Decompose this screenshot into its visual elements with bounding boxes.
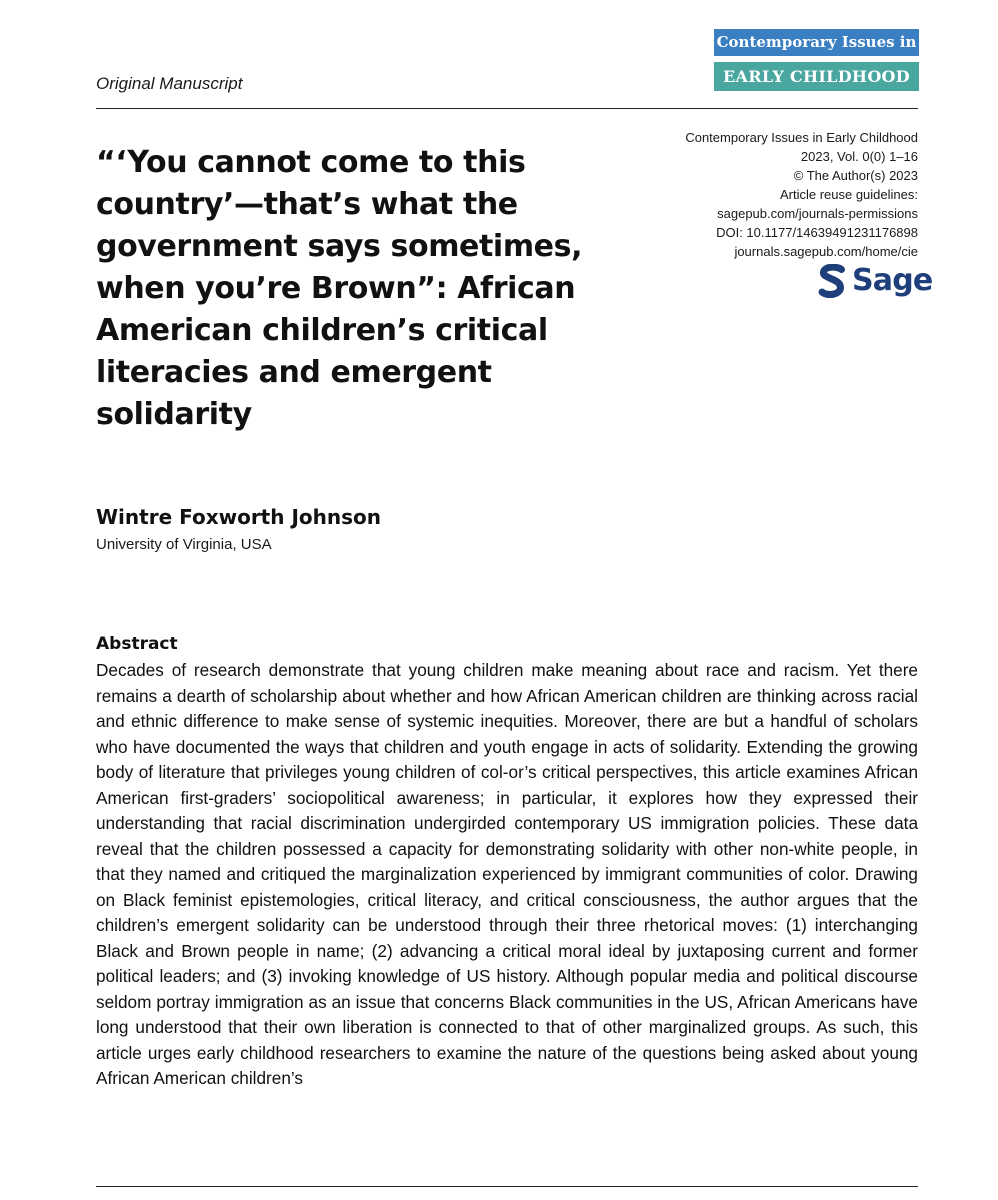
article-title: “‘You cannot come to this country’—that’s what the government says sometimes, when you’re Brown”: African American children’s critical literacies and emergent solidarity <box>96 145 583 432</box>
abstract-heading: Abstract <box>96 634 178 654</box>
manuscript-type-label: Original Manuscript <box>96 74 243 93</box>
journal-badge <box>714 29 919 91</box>
meta-reuse-label: Article reuse guidelines: <box>779 187 918 202</box>
meta-journal-link[interactable]: journals.sagepub.com/home/cie <box>734 244 918 259</box>
sage-s-icon <box>818 264 846 298</box>
author-name: Wintre Foxworth Johnson <box>96 505 381 529</box>
sage-wordmark: Sage <box>852 263 933 298</box>
header-divider <box>96 108 918 109</box>
abstract-body: Decades of research demonstrate that young children make meaning about race and racism. Yet there remains a dearth of scholarship about whether and how African American children are thinking across racial and ethnic difference to make sense of systemic inequities. Moreover, there are but a handful of scholars who have documented the ways that children and youth engage in acts of solidarity. Extending the growing body of literature that privileges young children of col-or’s critical perspectives, this article examines African American first-graders’ sociopolitical awareness; in particular, it explores how they expressed their understanding that racial discrimination undergirded contemporary US immigration policies. These data reveal that the children possessed a capacity for demonstrating solidarity with other non-white people, in that they named and critiqued the marginalization experienced by immigrant communities of color. Drawing on Black feminist epistemologies, critical literacy, and critical consciousness, the author argues that the children’s emergent solidarity can be understood through their three rhetorical moves: (1) interchanging Black and Brown people in name; (2) advancing a critical moral ideal by juxtaposing current and former political leaders; and (3) invoking knowledge of US history. Although popular media and political discourse seldom portray immigration as an issue that concerns Black communities in the US, African Americans have long understood that their own liberation is connected to that of other marginalized groups. As such, this article urges early childhood researchers to examine the nature of the questions being asked about young African American children’s <box>96 660 918 1088</box>
footer-divider <box>96 1186 918 1187</box>
meta-copyright: © The Author(s) 2023 <box>793 168 918 183</box>
journal-badge-line1: Contemporary Issues in <box>714 29 919 56</box>
meta-doi[interactable]: DOI: 10.1177/14639491231176898 <box>716 225 918 240</box>
journal-badge-line2: EARLY CHILDHOOD <box>714 62 919 91</box>
author-affiliation: University of Virginia, USA <box>96 536 272 553</box>
meta-journal-name: Contemporary Issues in Early Childhood <box>685 130 918 145</box>
sage-logo <box>818 264 932 298</box>
meta-volume: 2023, Vol. 0(0) 1–16 <box>800 149 918 164</box>
meta-reuse-link[interactable]: sagepub.com/journals-permissions <box>717 206 918 221</box>
article-metadata <box>598 128 918 261</box>
